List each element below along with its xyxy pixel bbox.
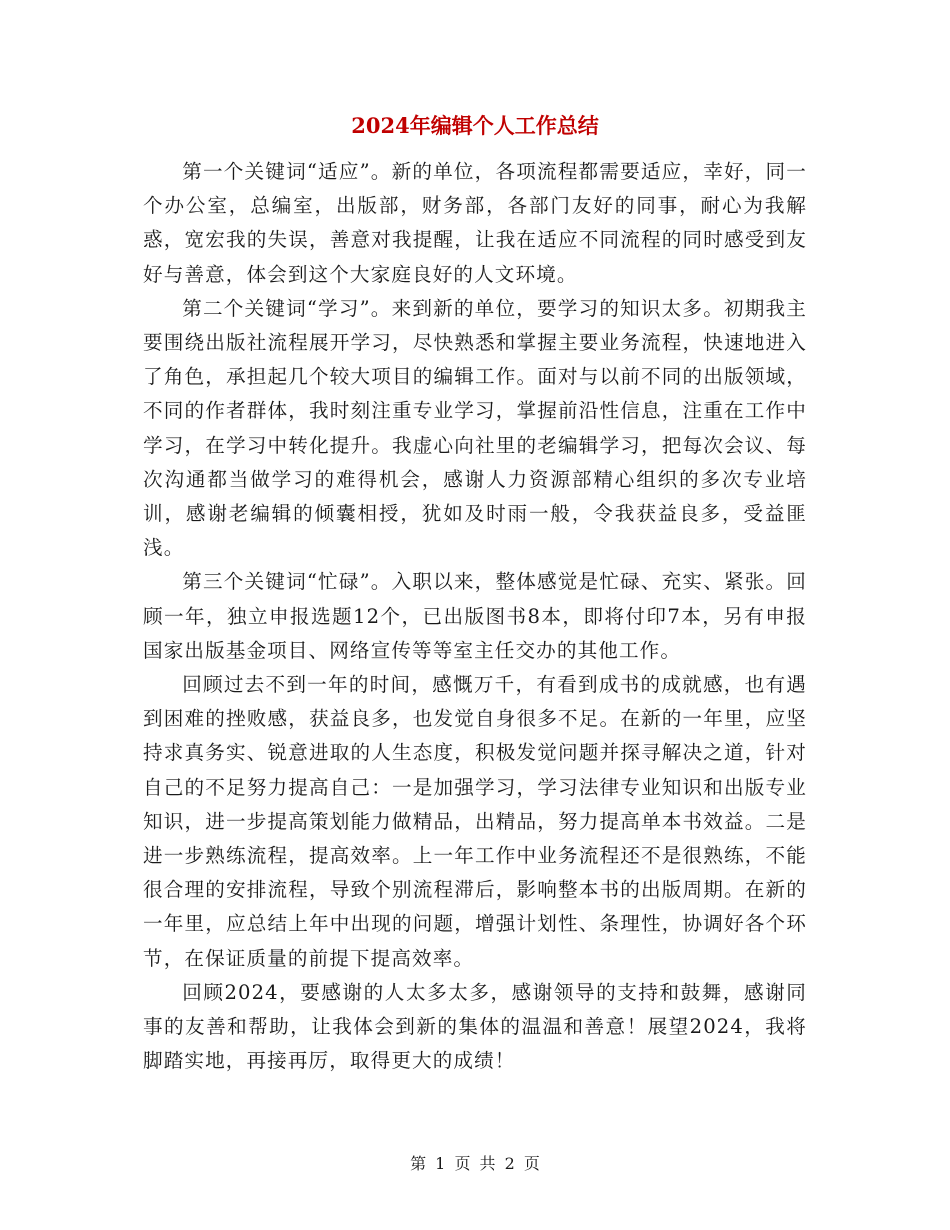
page-number-footer: 第 1 页 共 2 页 — [410, 1154, 540, 1173]
paragraph-2: 第二个关键词“学习”。来到新的单位，要学习的知识太多。初期我主要围绕出版社流程展开学习，尽快熟悉和掌握主要业务流程，快速地进入了角色，承担起几个较大项目的编辑工作。面对与以前不同的出版领域，不同的作者群体，我时刻注重专业学习，掌握前沿性信息，注重在工作中学习，在学习中转化提升。我虚心向社里的老编辑学习，把每次会议、每次沟通都当做学习的难得机会，感谢人力资源部精心组织的多次专业培训，感谢老编辑的倾囊相授，犹如及时雨一般，令我获益良多，受益匪浅。 — [143, 296, 807, 560]
paragraph-5: 回顾2024，要感谢的人太多太多，感谢领导的支持和鼓舞，感谢同事的友善和帮助，让我体会到新的集体的温温和善意！展望2024，我将脚踏实地，再接再厉，取得更大的成绩！ — [143, 980, 807, 1073]
paragraph-1: 第一个关键词“适应”。新的单位，各项流程都需要适应，幸好，同一个办公室，总编室，出版部，财务部，各部门友好的同事，耐心为我解惑，宽宏我的失误，善意对我提醒，让我在适应不同流程的同时感受到友好与善意，体会到这个大家庭良好的人文环境。 — [143, 160, 807, 286]
paragraph-4: 回顾过去不到一年的时间，感慨万千，有看到成书的成就感，也有遇到困难的挫败感，获益良多，也发觉自身很多不足。在新的一年里，应坚持求真务实、锐意进取的人生态度，积极发觉问题并探寻解决之道，针对自己的不足努力提高自己：一是加强学习，学习法律专业知识和出版专业知识，进一步提高策划能力做精品，出精品，努力提高单本书效益。二是进一步熟练流程，提高效率。上一年工作中业务流程还不是很熟练，不能很合理的安排流程，导致个别流程滞后，影响整本书的出版周期。在新的一年里，应总结上年中出现的问题，增强计划性、条理性，协调好各个环节，在保证质量的前提下提高效率。 — [143, 673, 807, 970]
document-title: 2024年编辑个人工作总结 — [351, 113, 599, 138]
document-body — [143, 155, 807, 1078]
paragraph-3: 第三个关键词“忙碌”。入职以来，整体感觉是忙碌、充实、紧张。回顾一年，独立申报选题12个，已出版图书8本，即将付印7本，另有申报国家出版基金项目、网络宣传等等室主任交办的其他工作。 — [143, 570, 807, 662]
